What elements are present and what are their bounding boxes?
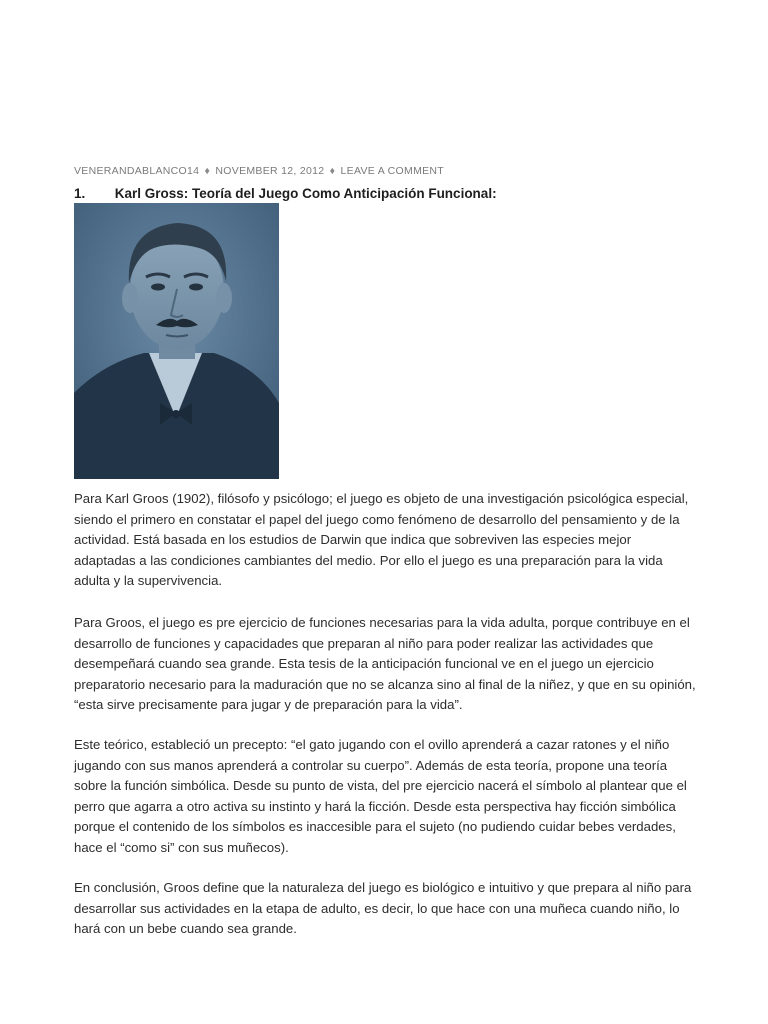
paragraph: [74, 878, 696, 940]
paragraph: [74, 613, 696, 716]
paragraph-text: Para Karl Groos (1902), filósofo y psicólogo; el juego es objeto de una investigación psicológica especial, siendo el primero en constatar el papel del juego como fenómeno de desarrollo del pensamiento y de la actividad. Está basada en los estudios de Darwin que indica que sobreviven las especies mejor adaptadas a las condiciones cambiantes del medio. Por ello el juego es una preparación para la vida adulta y la supervivencia.: [74, 491, 689, 588]
heading-number: 1.: [74, 186, 86, 201]
meta-separator: ♦: [204, 165, 211, 177]
section-heading: [74, 186, 497, 201]
heading-title: Karl Gross: Teoría del Juego Como Anticipación Funcional:: [114, 186, 497, 201]
author-link[interactable]: VENERANDABLANCO14: [74, 165, 200, 177]
post-date-link[interactable]: NOVEMBER 12, 2012: [215, 165, 325, 177]
paragraph: [74, 489, 696, 592]
paragraph-text: Este teórico, estableció un precepto: “el gato jugando con el ovillo aprenderá a cazar ratones y el niño jugando con sus manos aprenderá a controlar su cuerpo”. Además de esta teoría, propone una teoría sobre la función simbólica. Desde su punto de vista, del pre ejercicio nacerá el símbolo al plantear que el perro que agarra a otro activa su instinto y hará la ficción. Desde esta perspectiva hay ficción simbólica porque el contenido de los símbolos es inaccesible para el sujeto (no pudiendo cuidar bebes verdades, hace el “como si” con sus muñecos).: [74, 737, 687, 855]
portrait-photo: [74, 203, 279, 479]
meta-separator: ♦: [329, 165, 336, 177]
paragraph: [74, 735, 696, 858]
paragraph-text: En conclusión, Groos define que la naturaleza del juego es biológico e intuitivo y que prepara al niño para desarrollar sus actividades en la etapa de adulto, es decir, lo que hace con una muñeca cuando niño, lo hará con un bebe cuando sea grande.: [74, 880, 692, 936]
post-meta: [74, 165, 444, 177]
leave-comment-link[interactable]: LEAVE A COMMENT: [340, 165, 445, 177]
paragraph-text: Para Groos, el juego es pre ejercicio de funciones necesarias para la vida adulta, porque contribuye en el desarrollo de funciones y capacidades que preparan al niño para poder realizar las actividades que desempeñará cuando sea grande. Esta tesis de la anticipación funcional ve en el juego un ejercicio preparatorio necesario para la maduración que no se alcanza sino al final de la niñez, y que en su opinión, “esta sirve precisamente para jugar y de preparación para la vida”.: [74, 615, 696, 712]
